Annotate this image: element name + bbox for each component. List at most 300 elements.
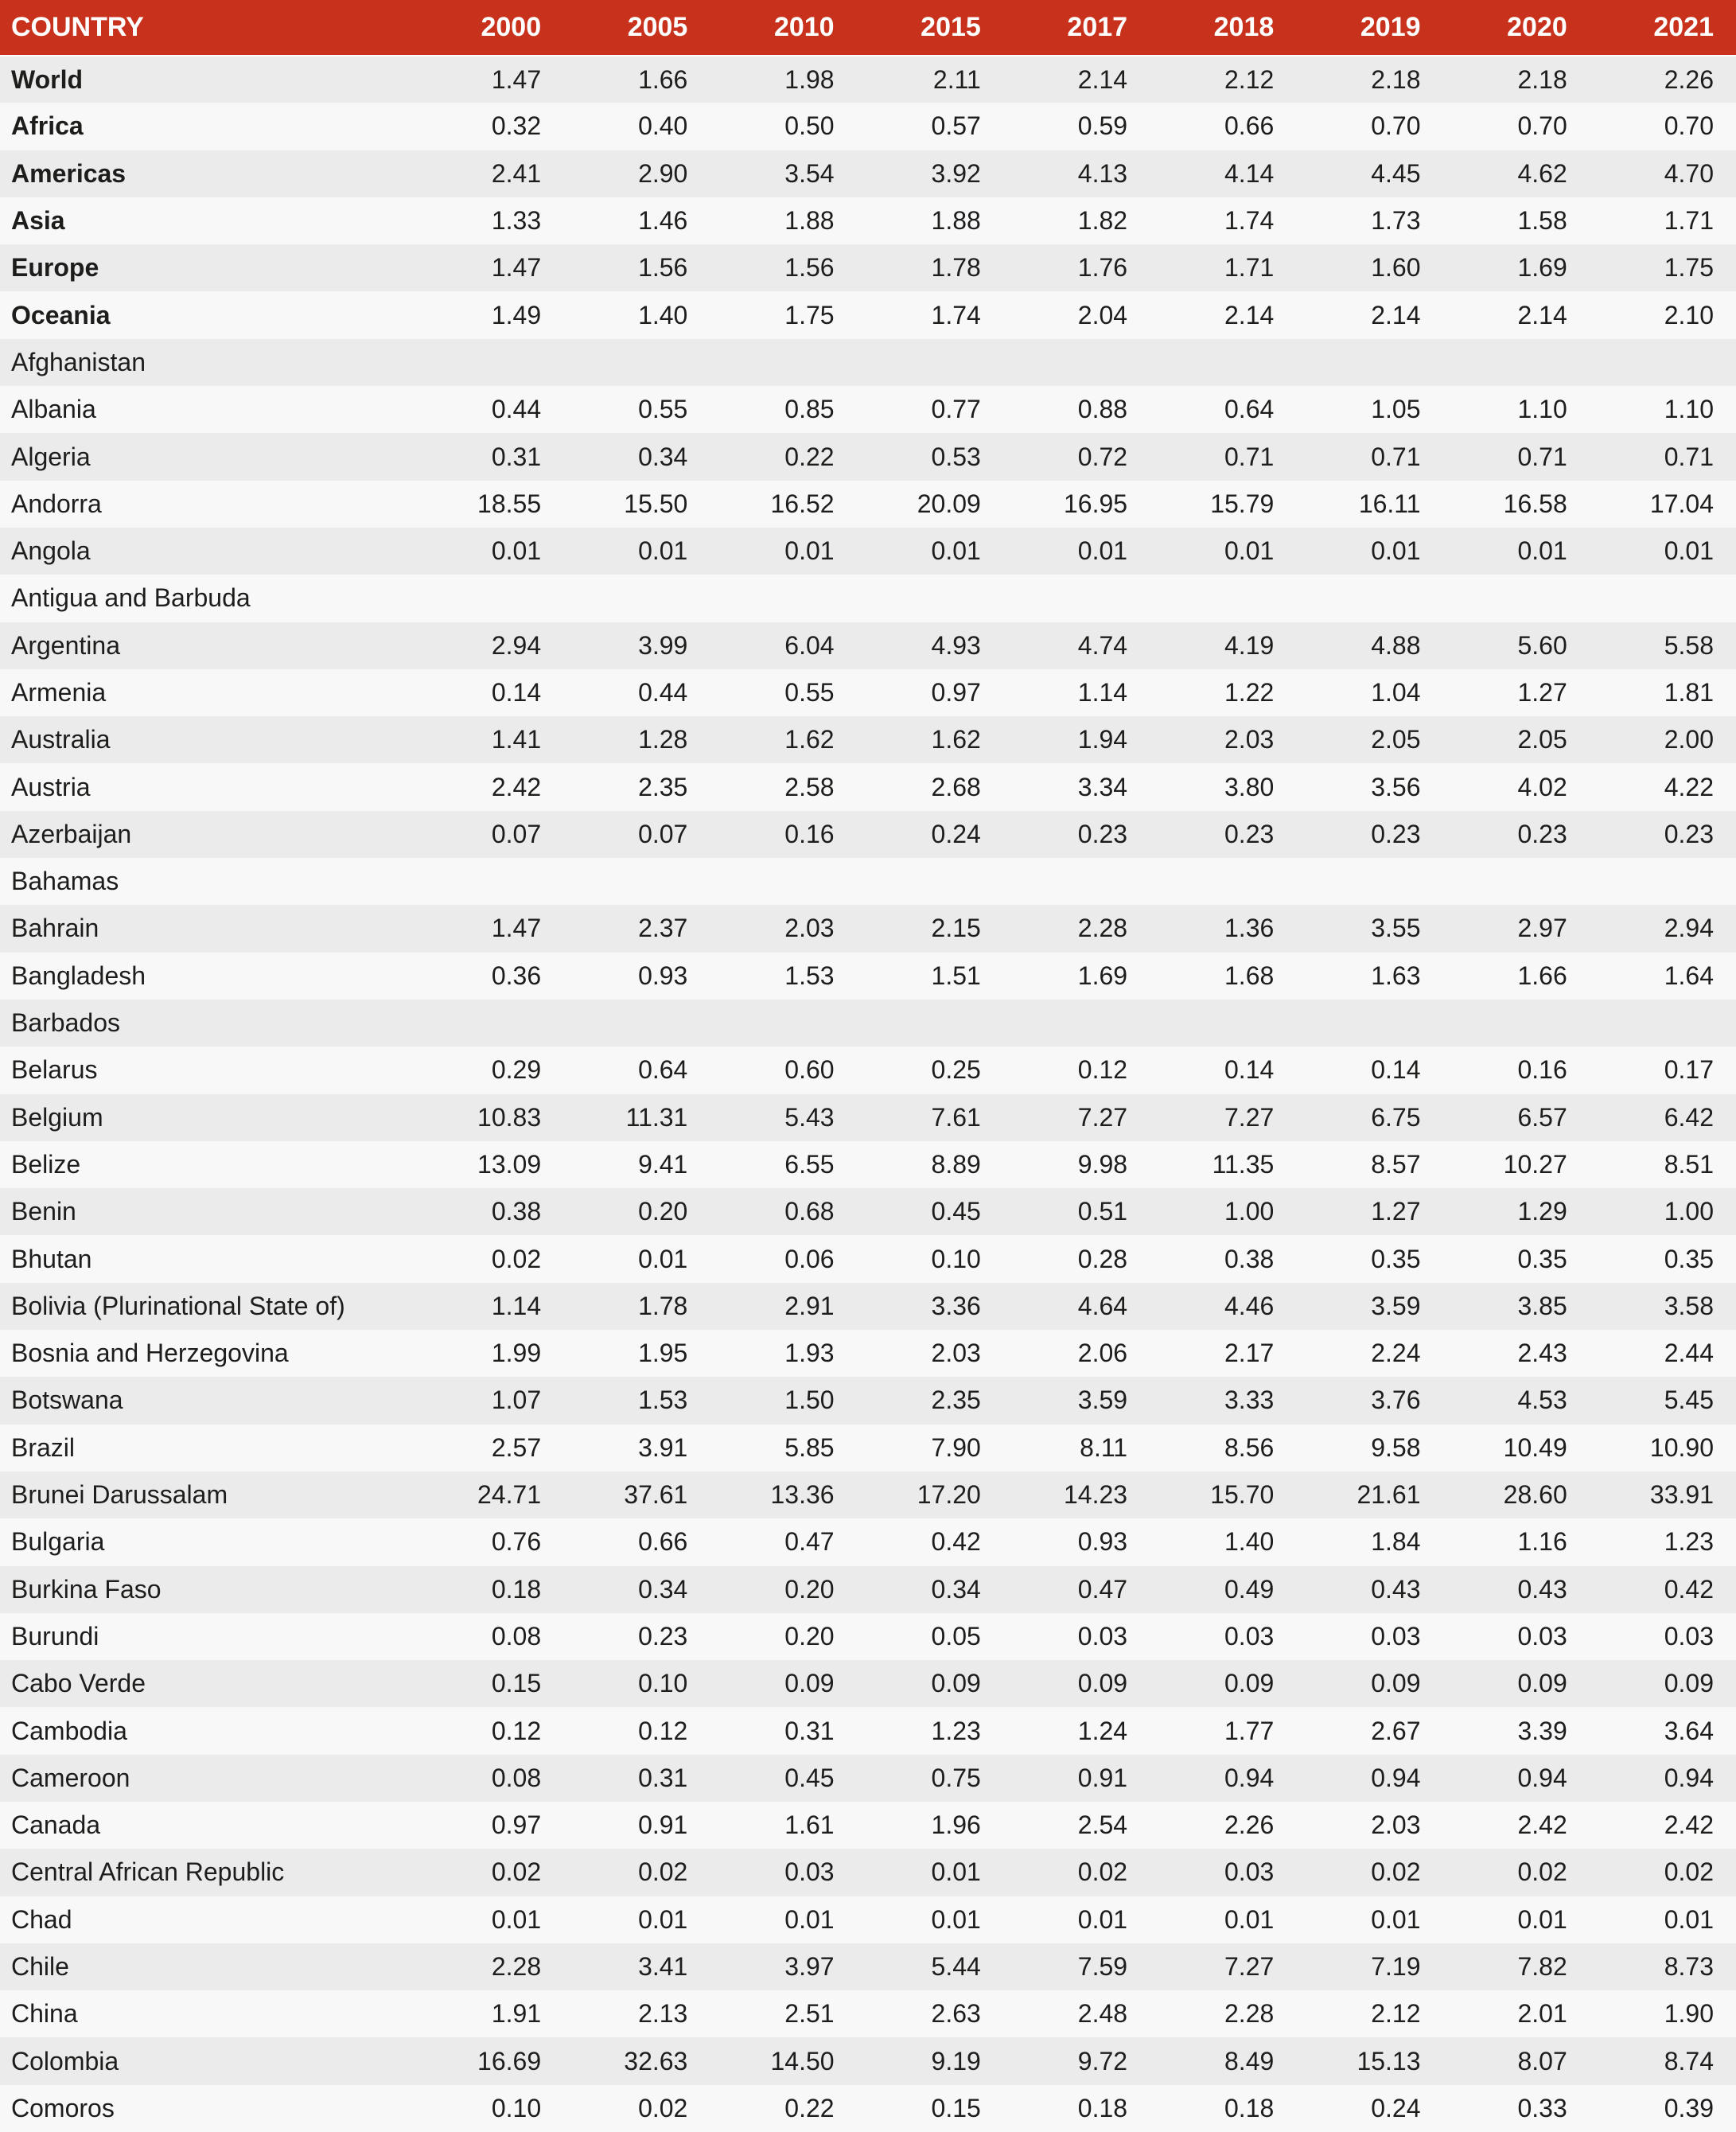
value-cell: 3.55 — [1371, 914, 1421, 943]
value-cell: 1.05 — [1371, 395, 1421, 424]
value-cell: 3.92 — [931, 158, 981, 188]
value-cell: 1.71 — [1664, 206, 1714, 236]
value-cell: 0.18 — [1077, 2093, 1128, 2122]
value-cell: 0.17 — [1664, 1055, 1714, 1085]
value-cell: 2.35 — [638, 772, 688, 801]
value-cell: 1.66 — [638, 64, 688, 94]
value-cell: 7.27 — [1224, 1102, 1275, 1132]
value-cell: 8.74 — [1664, 2046, 1714, 2075]
value-cell: 2.67 — [1371, 1716, 1421, 1745]
value-cell: 4.14 — [1224, 158, 1275, 188]
value-cell: 0.24 — [931, 819, 981, 848]
value-cell: 7.82 — [1517, 1952, 1567, 1982]
country-name: Angola — [11, 536, 91, 566]
value-cell: 0.03 — [1371, 1621, 1421, 1651]
value-cell: 10.27 — [1503, 1149, 1567, 1179]
value-cell: 1.47 — [491, 64, 542, 94]
country-name: Botswana — [11, 1386, 123, 1415]
value-cell — [417, 1000, 563, 1047]
value-cell: 1.64 — [1664, 961, 1714, 990]
country-name: Argentina — [11, 630, 120, 660]
table-row — [0, 1094, 1736, 1141]
value-cell: 7.61 — [931, 1102, 981, 1132]
country-name: Chad — [11, 1904, 72, 1934]
value-cell: 3.58 — [1664, 1291, 1714, 1320]
value-cell: 0.36 — [491, 961, 542, 990]
value-cell: 0.43 — [1517, 1574, 1567, 1604]
value-cell: 0.97 — [491, 1810, 542, 1840]
value-cell — [857, 575, 1003, 622]
value-cell: 1.47 — [491, 253, 542, 283]
value-cell: 1.93 — [784, 1339, 835, 1368]
value-cell: 5.58 — [1664, 630, 1714, 660]
value-cell: 1.78 — [638, 1291, 688, 1320]
value-cell: 0.38 — [491, 1197, 542, 1226]
value-cell: 0.01 — [1664, 1904, 1714, 1934]
value-cell: 0.01 — [1077, 1904, 1128, 1934]
value-cell — [1443, 575, 1590, 622]
value-cell: 0.94 — [1664, 1763, 1714, 1792]
value-cell: 2.01 — [1517, 1999, 1567, 2029]
value-cell: 0.93 — [638, 961, 688, 990]
value-cell: 1.82 — [1077, 206, 1128, 236]
value-cell: 0.18 — [1224, 2093, 1275, 2122]
value-cell: 0.44 — [638, 678, 688, 707]
value-cell: 2.41 — [491, 158, 542, 188]
value-cell: 1.69 — [1517, 253, 1567, 283]
value-cell: 0.20 — [638, 1197, 688, 1226]
value-cell: 3.41 — [638, 1952, 688, 1982]
table-body — [0, 56, 1736, 2132]
value-cell: 1.74 — [931, 300, 981, 329]
value-cell: 0.01 — [638, 1904, 688, 1934]
value-cell: 1.22 — [1224, 678, 1275, 707]
value-cell: 1.16 — [1517, 1527, 1567, 1557]
value-cell: 0.02 — [491, 1244, 542, 1273]
value-cell: 1.10 — [1664, 395, 1714, 424]
value-cell: 8.49 — [1224, 2046, 1275, 2075]
value-cell: 6.75 — [1371, 1102, 1421, 1132]
value-cell: 0.35 — [1371, 1244, 1421, 1273]
value-cell: 2.26 — [1664, 64, 1714, 94]
table-row — [0, 103, 1736, 150]
table-row — [0, 1943, 1736, 1990]
value-cell: 1.61 — [784, 1810, 835, 1840]
value-cell: 0.07 — [491, 819, 542, 848]
value-cell: 11.35 — [1212, 1149, 1275, 1179]
value-cell: 2.05 — [1371, 725, 1421, 754]
value-cell: 0.01 — [784, 1904, 835, 1934]
country-name: Bosnia and Herzegovina — [11, 1339, 289, 1368]
value-cell: 0.01 — [638, 1244, 688, 1273]
country-name: Algeria — [11, 442, 91, 471]
value-cell — [563, 858, 710, 905]
value-cell: 0.15 — [931, 2093, 981, 2122]
value-cell: 0.09 — [784, 1669, 835, 1698]
value-cell: 2.42 — [491, 772, 542, 801]
value-cell: 17.20 — [917, 1480, 981, 1510]
value-cell: 2.04 — [1077, 300, 1128, 329]
value-cell: 3.56 — [1371, 772, 1421, 801]
value-cell: 1.94 — [1077, 725, 1128, 754]
value-cell: 0.20 — [784, 1574, 835, 1604]
country-name: Chile — [11, 1952, 69, 1982]
value-cell — [1590, 339, 1736, 386]
value-cell: 7.27 — [1077, 1102, 1128, 1132]
value-cell: 1.53 — [638, 1386, 688, 1415]
value-cell: 0.01 — [1077, 536, 1128, 566]
value-cell: 21.61 — [1356, 1480, 1421, 1510]
value-cell: 1.63 — [1371, 961, 1421, 990]
value-cell: 4.19 — [1224, 630, 1275, 660]
country-name: Cabo Verde — [11, 1669, 146, 1698]
value-cell: 9.98 — [1077, 1149, 1128, 1179]
value-cell: 0.01 — [931, 1857, 981, 1887]
value-cell: 0.08 — [491, 1763, 542, 1792]
value-cell: 0.02 — [638, 2093, 688, 2122]
value-cell: 1.53 — [784, 961, 835, 990]
value-cell: 1.75 — [1664, 253, 1714, 283]
value-cell — [1150, 858, 1296, 905]
table-row — [0, 953, 1736, 1000]
value-cell — [710, 1000, 856, 1047]
value-cell: 3.36 — [931, 1291, 981, 1320]
value-cell — [857, 1000, 1003, 1047]
country-name: Canada — [11, 1810, 101, 1840]
country-name: Belarus — [11, 1055, 98, 1085]
value-cell: 0.14 — [1224, 1055, 1275, 1085]
table-row — [0, 528, 1736, 575]
value-cell: 2.94 — [491, 630, 542, 660]
value-cell: 15.79 — [1210, 489, 1275, 518]
value-cell: 9.41 — [638, 1149, 688, 1179]
value-cell: 2.48 — [1077, 1999, 1128, 2029]
value-cell: 2.24 — [1371, 1339, 1421, 1368]
value-cell: 2.14 — [1371, 300, 1421, 329]
value-cell: 2.03 — [1371, 1810, 1421, 1840]
value-cell: 2.14 — [1517, 300, 1567, 329]
value-cell: 13.09 — [477, 1149, 542, 1179]
country-name: Austria — [11, 772, 91, 801]
value-cell — [1443, 339, 1590, 386]
value-cell: 4.46 — [1224, 1291, 1275, 1320]
value-cell: 0.08 — [491, 1621, 542, 1651]
value-cell: 7.27 — [1224, 1952, 1275, 1982]
value-cell: 0.38 — [1224, 1244, 1275, 1273]
value-cell: 0.72 — [1077, 442, 1128, 471]
value-cell: 2.18 — [1371, 64, 1421, 94]
table-row — [0, 1283, 1736, 1330]
value-cell: 0.23 — [1664, 819, 1714, 848]
value-cell: 1.56 — [784, 253, 835, 283]
value-cell: 0.43 — [1371, 1574, 1421, 1604]
country-name: Albania — [11, 395, 96, 424]
value-cell: 0.02 — [1517, 1857, 1567, 1887]
value-cell: 0.66 — [638, 1527, 688, 1557]
table-row — [0, 339, 1736, 386]
value-cell — [417, 575, 563, 622]
value-cell: 0.71 — [1371, 442, 1421, 471]
value-cell — [857, 858, 1003, 905]
value-cell: 0.01 — [1371, 536, 1421, 566]
value-cell: 4.74 — [1077, 630, 1128, 660]
value-cell: 1.40 — [1224, 1527, 1275, 1557]
header-row — [0, 0, 1736, 56]
value-cell: 0.02 — [1664, 1857, 1714, 1887]
value-cell: 8.89 — [931, 1149, 981, 1179]
value-cell: 10.83 — [477, 1102, 542, 1132]
value-cell — [563, 575, 710, 622]
value-cell: 0.71 — [1517, 442, 1567, 471]
table-row — [0, 1707, 1736, 1754]
value-cell: 2.57 — [491, 1432, 542, 1462]
table-row — [0, 1471, 1736, 1518]
value-cell: 32.63 — [624, 2046, 688, 2075]
value-cell: 16.69 — [477, 2046, 542, 2075]
value-cell: 8.57 — [1371, 1149, 1421, 1179]
value-cell: 2.63 — [931, 1999, 981, 2029]
country-name: China — [11, 1999, 78, 2029]
value-cell: 1.62 — [784, 725, 835, 754]
value-cell: 4.88 — [1371, 630, 1421, 660]
header-year: 2015 — [857, 0, 1003, 56]
value-cell: 1.81 — [1664, 678, 1714, 707]
table-row — [0, 1377, 1736, 1424]
value-cell: 0.01 — [1517, 1904, 1567, 1934]
value-cell: 1.28 — [638, 725, 688, 754]
value-cell: 0.01 — [931, 1904, 981, 1934]
value-cell: 1.84 — [1371, 1527, 1421, 1557]
value-cell: 0.03 — [1224, 1857, 1275, 1887]
value-cell: 0.07 — [638, 819, 688, 848]
value-cell: 1.50 — [784, 1386, 835, 1415]
value-cell: 1.51 — [931, 961, 981, 990]
country-name: Europe — [11, 253, 99, 283]
value-cell: 0.09 — [931, 1669, 981, 1698]
value-cell: 1.88 — [931, 206, 981, 236]
value-cell: 2.26 — [1224, 1810, 1275, 1840]
value-cell: 1.78 — [931, 253, 981, 283]
table-row — [0, 858, 1736, 905]
value-cell: 0.91 — [1077, 1763, 1128, 1792]
value-cell: 0.88 — [1077, 395, 1128, 424]
value-cell — [1296, 858, 1442, 905]
value-cell: 0.66 — [1224, 111, 1275, 141]
table-row — [0, 1141, 1736, 1188]
country-name: Africa — [11, 111, 84, 141]
value-cell: 0.55 — [784, 678, 835, 707]
value-cell: 1.58 — [1517, 206, 1567, 236]
value-cell: 14.23 — [1063, 1480, 1128, 1510]
value-cell: 3.59 — [1077, 1386, 1128, 1415]
header-year: 2018 — [1150, 0, 1296, 56]
value-cell — [417, 858, 563, 905]
value-cell: 4.02 — [1517, 772, 1567, 801]
value-cell: 6.57 — [1517, 1102, 1567, 1132]
value-cell: 4.53 — [1517, 1386, 1567, 1415]
value-cell: 0.14 — [491, 678, 542, 707]
value-cell: 2.00 — [1664, 725, 1714, 754]
value-cell: 0.03 — [1517, 1621, 1567, 1651]
value-cell: 2.91 — [784, 1291, 835, 1320]
value-cell: 3.54 — [784, 158, 835, 188]
value-cell: 1.33 — [491, 206, 542, 236]
header-year: 2020 — [1443, 0, 1590, 56]
value-cell — [1003, 339, 1150, 386]
value-cell: 0.02 — [1371, 1857, 1421, 1887]
table-row — [0, 1849, 1736, 1896]
value-cell: 5.44 — [931, 1952, 981, 1982]
value-cell: 6.04 — [784, 630, 835, 660]
value-cell: 0.31 — [784, 1716, 835, 1745]
value-cell: 2.13 — [638, 1999, 688, 2029]
value-cell: 0.93 — [1077, 1527, 1128, 1557]
value-cell: 2.11 — [932, 64, 981, 94]
value-cell: 1.73 — [1371, 206, 1421, 236]
value-cell: 3.33 — [1224, 1386, 1275, 1415]
country-name: Burkina Faso — [11, 1574, 162, 1604]
value-cell: 0.09 — [1664, 1669, 1714, 1698]
value-cell: 0.49 — [1224, 1574, 1275, 1604]
value-cell: 0.47 — [1077, 1574, 1128, 1604]
value-cell: 7.19 — [1371, 1952, 1421, 1982]
value-cell: 3.34 — [1077, 772, 1128, 801]
value-cell: 3.64 — [1664, 1716, 1714, 1745]
value-cell: 0.01 — [1664, 536, 1714, 566]
value-cell: 0.01 — [491, 536, 542, 566]
value-cell: 0.35 — [1517, 1244, 1567, 1273]
value-cell: 0.40 — [638, 111, 688, 141]
value-cell: 2.03 — [784, 914, 835, 943]
country-name: Cameroon — [11, 1763, 130, 1792]
value-cell: 2.03 — [931, 1339, 981, 1368]
value-cell: 3.80 — [1224, 772, 1275, 801]
country-name: Azerbaijan — [11, 819, 132, 848]
value-cell: 1.74 — [1224, 206, 1275, 236]
value-cell: 9.72 — [1077, 2046, 1128, 2075]
value-cell: 18.55 — [477, 489, 542, 518]
value-cell: 37.61 — [624, 1480, 688, 1510]
value-cell: 11.31 — [625, 1102, 688, 1132]
value-cell: 1.23 — [931, 1716, 981, 1745]
value-cell: 0.94 — [1371, 1763, 1421, 1792]
value-cell — [1150, 339, 1296, 386]
value-cell: 0.01 — [491, 1904, 542, 1934]
value-cell: 0.44 — [491, 395, 542, 424]
value-cell: 1.10 — [1517, 395, 1567, 424]
value-cell: 0.29 — [491, 1055, 542, 1085]
value-cell: 0.15 — [491, 1669, 542, 1698]
value-cell: 1.71 — [1224, 253, 1275, 283]
country-name: Brazil — [11, 1432, 76, 1462]
table-row — [0, 433, 1736, 480]
table-row — [0, 56, 1736, 103]
value-cell — [1296, 1000, 1442, 1047]
value-cell: 0.02 — [638, 1857, 688, 1887]
value-cell: 0.75 — [931, 1763, 981, 1792]
value-cell: 1.68 — [1224, 961, 1275, 990]
value-cell: 0.12 — [1077, 1055, 1128, 1085]
table-row — [0, 386, 1736, 433]
value-cell: 1.76 — [1077, 253, 1128, 283]
table-row — [0, 575, 1736, 622]
value-cell: 1.56 — [638, 253, 688, 283]
value-cell: 6.55 — [784, 1149, 835, 1179]
value-cell: 13.36 — [770, 1480, 835, 1510]
value-cell: 2.14 — [1224, 300, 1275, 329]
value-cell: 1.14 — [491, 1291, 542, 1320]
value-cell: 2.90 — [638, 158, 688, 188]
value-cell: 0.03 — [784, 1857, 835, 1887]
value-cell: 2.44 — [1664, 1339, 1714, 1368]
value-cell: 0.68 — [784, 1197, 835, 1226]
value-cell: 1.40 — [638, 300, 688, 329]
value-cell: 0.77 — [931, 395, 981, 424]
value-cell: 4.22 — [1664, 772, 1714, 801]
value-cell: 0.64 — [638, 1055, 688, 1085]
value-cell: 1.27 — [1517, 678, 1567, 707]
value-cell: 0.02 — [491, 1857, 542, 1887]
value-cell: 1.77 — [1224, 1716, 1275, 1745]
value-cell: 0.60 — [784, 1055, 835, 1085]
value-cell — [1590, 575, 1736, 622]
value-cell: 0.76 — [491, 1527, 542, 1557]
value-cell: 0.20 — [784, 1621, 835, 1651]
value-cell: 2.12 — [1224, 64, 1275, 94]
value-cell: 0.12 — [491, 1716, 542, 1745]
value-cell: 0.10 — [638, 1669, 688, 1698]
value-cell — [1590, 858, 1736, 905]
value-cell: 0.33 — [1517, 2093, 1567, 2122]
country-name: Oceania — [11, 300, 111, 329]
value-cell: 1.24 — [1077, 1716, 1128, 1745]
value-cell: 2.68 — [931, 772, 981, 801]
value-cell: 0.01 — [1371, 1904, 1421, 1934]
table-row — [0, 1613, 1736, 1660]
value-cell: 0.70 — [1371, 111, 1421, 141]
value-cell: 1.95 — [638, 1339, 688, 1368]
table-row — [0, 1425, 1736, 1471]
value-cell: 1.47 — [491, 914, 542, 943]
value-cell: 0.22 — [784, 442, 835, 471]
value-cell: 4.13 — [1077, 158, 1128, 188]
value-cell: 1.14 — [1077, 678, 1128, 707]
country-name: Belgium — [11, 1102, 103, 1132]
table-row — [0, 2085, 1736, 2132]
value-cell: 1.98 — [784, 64, 835, 94]
country-name: Benin — [11, 1197, 76, 1226]
value-cell: 2.58 — [784, 772, 835, 801]
value-cell — [563, 339, 710, 386]
value-cell — [563, 1000, 710, 1047]
value-cell: 20.09 — [917, 489, 981, 518]
value-cell: 0.01 — [1224, 536, 1275, 566]
table-row — [0, 1000, 1736, 1047]
value-cell — [710, 339, 856, 386]
value-cell: 0.70 — [1517, 111, 1567, 141]
value-cell: 0.23 — [1224, 819, 1275, 848]
value-cell: 0.16 — [784, 819, 835, 848]
country-name: Comoros — [11, 2093, 115, 2122]
country-name: Bahamas — [11, 867, 119, 896]
value-cell: 2.94 — [1664, 914, 1714, 943]
value-cell: 2.97 — [1517, 914, 1567, 943]
value-cell: 7.90 — [931, 1432, 981, 1462]
table-row — [0, 1802, 1736, 1849]
value-cell: 0.05 — [931, 1621, 981, 1651]
value-cell: 0.34 — [931, 1574, 981, 1604]
value-cell: 1.60 — [1371, 253, 1421, 283]
